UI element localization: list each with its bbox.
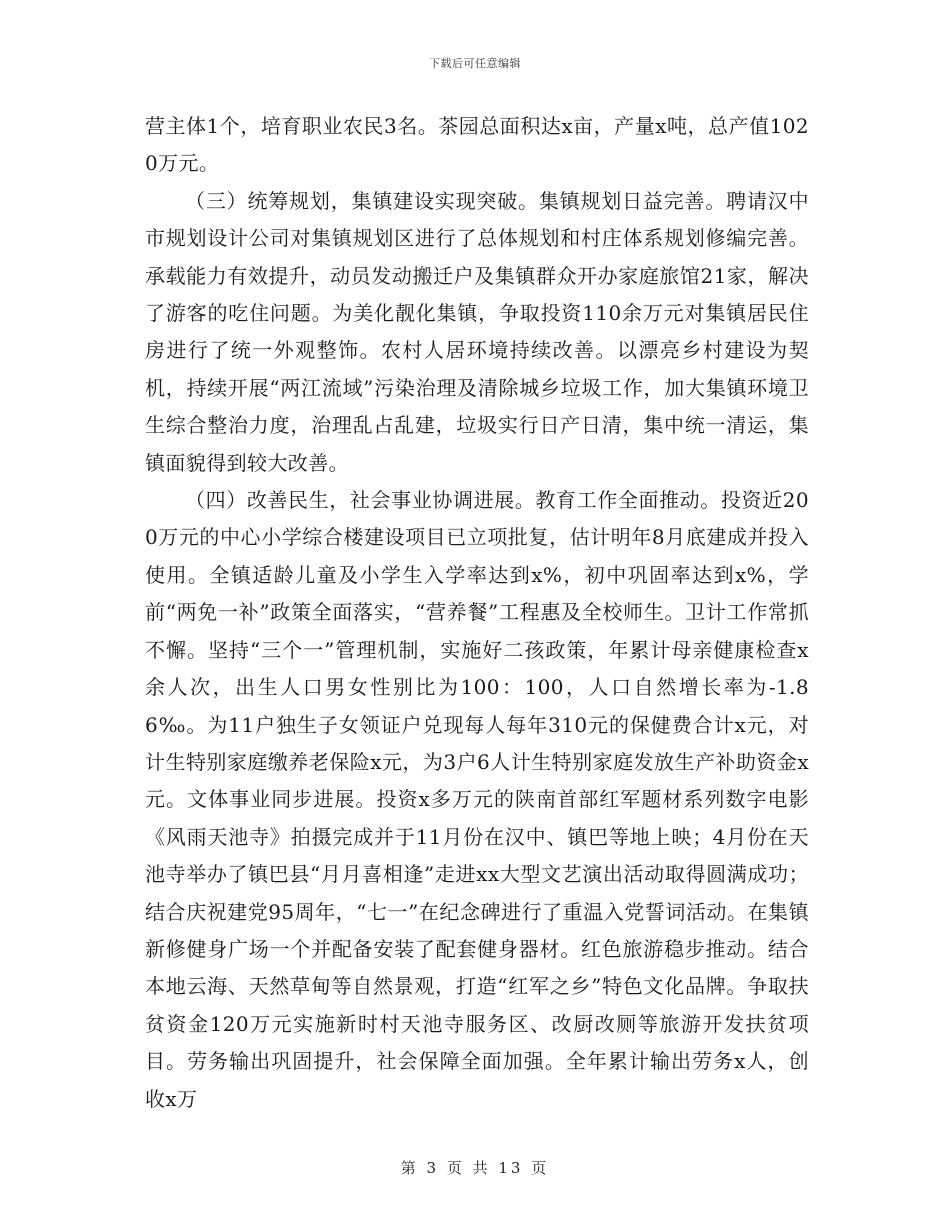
header-note: 下载后可任意编辑 bbox=[429, 57, 521, 70]
paragraph-section-four: （四）改善民生，社会事业协调进展。教育工作全面推动。投资近200万元的中心小学综合楼建设项目已立项批复，估计明年8月底建成并投入使用。全镇适龄儿童及小学生入学率达到x%，初中巩固率达到x%，学前“两免一补”政策全面落实，“营养餐”工程惠及全校师生。卫计工作常抓不懈。坚持“三个一”管理机制，实施好二孩政策，年累计母亲健康检查x余人次，出生人口男女性别比为100：100，人口自然增长率为-1.86‰。为11户独生子女领证户兑现每人每年310元的保健费合计x元，对计生特别家庭缴养老保险x元，为3户6人计生特别家庭发放生产补助资金x元。文体事业同步进展。投资x多万元的陕南首部红军题材系列数字电影《风雨天池寺》拍摄完成并于11月份在汉中、镇巴等地上映；4月份在天池寺举办了镇巴县“月月喜相逢”走进xx大型文艺演出活动取得圆满成功；结合庆祝建党95周年，“七一”在纪念碑进行了重温入党誓词活动。在集镇新修健身广场一个并配备安装了配套健身器材。红色旅游稳步推动。结合本地云海、天然草甸等自然景观，打造“红军之乡”特色文化品牌。争取扶贫资金120万元实施新时村天池寺服务区、改厨改厕等旅游开发扶贫项目。劳务输出巩固提升，社会保障全面加强。全年累计输出劳务x人，创收x万 bbox=[145, 488, 809, 1111]
paragraph-section-three: （三）统筹规划，集镇建设实现突破。集镇规划日益完善。聘请汉中市规划设计公司对集镇规划区进行了总体规划和村庄体系规划修编完善。承载能力有效提升，动员发动搬迁户及集镇群众开办家庭旅馆21家，解决了游客的吃住问题。为美化靓化集镇，争取投资110余万元对集镇居民住房进行了统一外观整饰。农村人居环境持续改善。以漂亮乡村建设为契机，持续开展“两江流域”污染治理及清除城乡垃圾工作，加大集镇环境卫生综合整治力度，治理乱占乱建，垃圾实行日产日清，集中统一清运，集镇面貌得到较大改善。 bbox=[145, 188, 809, 475]
body-text bbox=[145, 108, 809, 1118]
page-number-footer: 第 3 页 共 13 页 bbox=[400, 1159, 550, 1177]
paragraph-continuation: 营主体1个，培育职业农民3名。茶园总面积达x亩，产量x吨，总产值1020万元。 bbox=[145, 114, 809, 176]
